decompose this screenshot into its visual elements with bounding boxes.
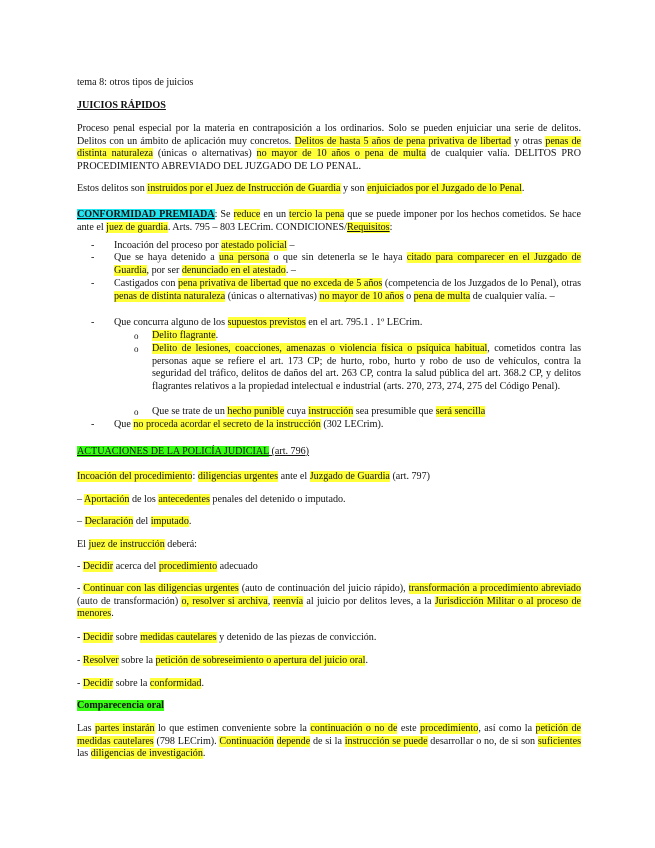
list-item: - Que se haya detenido a una persona o que sin detenerla se le haya citado para comparecer en el Juzgado de Guardia, por ser denunciado en el atestado. – bbox=[91, 252, 581, 276]
list-item: - Castigados con pena privativa de libertad que no exceda de 5 años (competencia de los Juzgados de lo Penal), otras penas de distinta naturaleza (únicas o alternativas) no mayor de 10 años o pena de multa de cualquier valía. – bbox=[91, 278, 581, 302]
paragraph-decidir-procedimiento: - Decidir acerca del procedimiento adecuado bbox=[77, 561, 258, 572]
paragraph-juez: El juez de instrucción deberá: bbox=[77, 539, 197, 550]
paragraph-aportacion: – Aportación de los antecedentes penales del detenido o imputado. bbox=[77, 494, 346, 505]
paragraph-conformidad: CONFORMIDAD PREMIADA: Se reduce en un tercio la pena que se puede imponer por los hechos cometidos. Se hace ante el juez de guardia. Arts. 795 – 803 LECrim. CONDICIONES/Requisitos: bbox=[77, 209, 581, 233]
paragraph-continuar: - Continuar con las diligencias urgentes (auto de continuación del juicio rápido), transformación a procedimiento abreviado (auto de transformación) o, resolver si archiva, reenvía al juicio por delitos leves, a la Jurisdicción Militar o al proceso de menores. bbox=[77, 583, 581, 620]
paragraph-conformidad-decidir: - Decidir sobre la conformidad. bbox=[77, 678, 204, 689]
topic-line: tema 8: otros tipos de juicios bbox=[77, 77, 194, 88]
paragraph-resolver: - Resolver sobre la petición de sobreseimiento o apertura del juicio oral. bbox=[77, 655, 368, 666]
paragraph-competence: Estos delitos son instruidos por el Juez de Instrucción de Guardia y son enjuiciados por el Juzgado de lo Penal. bbox=[77, 183, 525, 194]
paragraph-comparecencia: Las partes instarán lo que estimen conveniente sobre la continuación o no de este procedimiento, así como la petición de medidas cautelares (798 LECrim). Continuación depende de si la instrucción se puede desarrollar o no, de si son suficientes las diligencias de investigación. bbox=[77, 723, 582, 760]
list-item: - Incoación del proceso por atestado policial – bbox=[91, 240, 295, 251]
section-heading-policia: ACTUACIONES DE LA POLICÍA JUDICIAL (art. 796) bbox=[77, 446, 310, 457]
list-item: - Que no proceda acordar el secreto de la instrucción (302 LECrim). bbox=[91, 419, 384, 430]
paragraph-incoacion: Incoación del procedimiento: diligencias urgentes ante el Juzgado de Guardia (art. 797) bbox=[77, 471, 431, 482]
sub-list-item: o Delito flagrante. bbox=[134, 330, 219, 341]
paragraph-declaracion: – Declaración del imputado. bbox=[77, 516, 192, 527]
paragraph-intro: Proceso penal especial por la materia en contraposición a los ordinarios. Solo se pueden enjuiciar una serie de delitos. Delitos con un ámbito de aplicación muy concretos. Delitos de hasta 5 años de pena privativa de libertad y otras penas de distinta naturaleza (únicas o alternativas) no mayor de 10 años o pena de multa de cualquier valía. DELITOS PRO PROCEDIMIENTO ABREVIADO DEL JUZGADO DE LO PENAL. bbox=[77, 123, 581, 172]
paragraph-medidas: - Decidir sobre medidas cautelares y detenido de las piezas de convicción. bbox=[77, 632, 377, 643]
list-item: - Que concurra alguno de los supuestos previstos en el art. 795.1 . 1º LECrim. bbox=[91, 317, 423, 328]
section-heading-comparecencia: Comparecencia oral bbox=[77, 700, 164, 711]
sub-list-item: o Delito de lesiones, coacciones, amenazas o violencia física o psíquica habitual, cometidos contra las personas aque se refiere el art. 173 CP; de hurto, robo, hurto y robo de uso de vehículos, contra la seguridad del tráfico, delitos de daños del art. 263 CP, contra la salud pública del art. 368.2 CP, y delitos flagrantes relativos a la propiedad intelectual e industrial (arts. 270, 273, 274, 275 del Código Penal). bbox=[134, 343, 582, 392]
page-title: JUICIOS RÁPIDOS bbox=[77, 100, 166, 111]
sub-list-item: o Que se trate de un hecho punible cuya instrucción sea presumible que será sencilla bbox=[134, 406, 486, 417]
